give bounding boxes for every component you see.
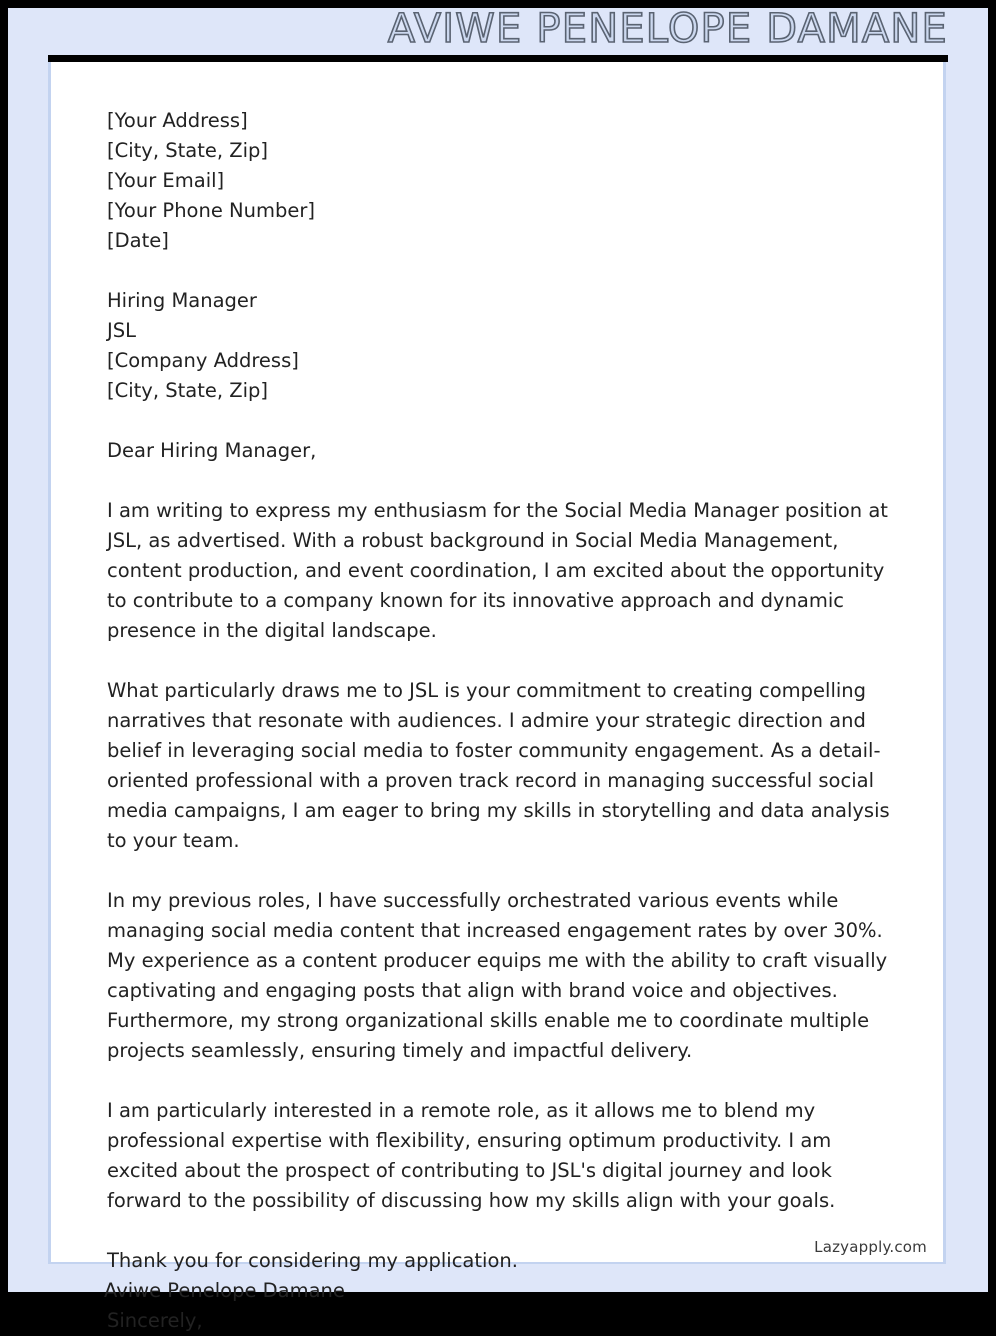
page-title: AVIWE PENELOPE DAMANE: [387, 6, 948, 52]
recipient-company-line: JSL: [107, 319, 136, 342]
closing-block: [107, 1306, 905, 1336]
sender-address-line: [Your Address]: [107, 109, 248, 132]
sender-city-line: [City, State, Zip]: [107, 139, 268, 162]
body-paragraph-1: I am writing to express my enthusiasm for the Social Media Manager position at JSL, as advertised. With a robust background in Social Media Management, content production, and event coordination, I am excited about the opportunity to contribute to a company known for its innovative approach and dynamic presence in the digital landscape.: [107, 499, 888, 642]
thank-you-line: Thank you for considering my application.: [107, 1249, 518, 1272]
header-divider: [48, 55, 948, 62]
letter-body: [107, 106, 905, 1336]
signature-name: Aviwe Penelope Damane: [104, 1279, 345, 1302]
recipient-city-line: [City, State, Zip]: [107, 379, 268, 402]
body-paragraph-2: What particularly draws me to JSL is your commitment to creating compelling narratives that resonate with audiences. I admire your strategic direction and belief in leveraging social media to foster community engagement. As a detail-oriented professional with a proven track record in managing successful social media campaigns, I am eager to bring my skills in storytelling and data analysis to your team.: [107, 679, 890, 852]
recipient-contact-line: Hiring Manager: [107, 289, 257, 312]
sender-phone-line: [Your Phone Number]: [107, 199, 315, 222]
body-paragraph-4: I am particularly interested in a remote role, as it allows me to blend my professional expertise with flexibility, ensuring optimum productivity. I am excited about the prospect of contributing to JSL's digital journey and look forward to the possibility of discussing how my skills align with your goals.: [107, 1099, 836, 1212]
watermark-lazyapply: Lazyapply.com: [814, 1238, 927, 1256]
sender-date-line: [Date]: [107, 229, 169, 252]
sender-address-block: [107, 106, 905, 256]
recipient-address-line: [Company Address]: [107, 349, 299, 372]
recipient-address-block: [107, 286, 905, 406]
salutation: Dear Hiring Manager,: [107, 439, 317, 462]
body-paragraph-3: In my previous roles, I have successfully orchestrated various events while managing social media content that increased engagement rates by over 30%. My experience as a content producer equips me with the ability to craft visually captivating and engaging posts that align with brand voice and objectives. Furthermore, my strong organizational skills enable me to coordinate multiple projects seamlessly, ensuring timely and impactful delivery.: [107, 889, 888, 1062]
sender-email-line: [Your Email]: [107, 169, 225, 192]
document-header: [8, 8, 988, 55]
closing-line: Sincerely,: [107, 1309, 203, 1332]
page-frame: [8, 6, 988, 1332]
